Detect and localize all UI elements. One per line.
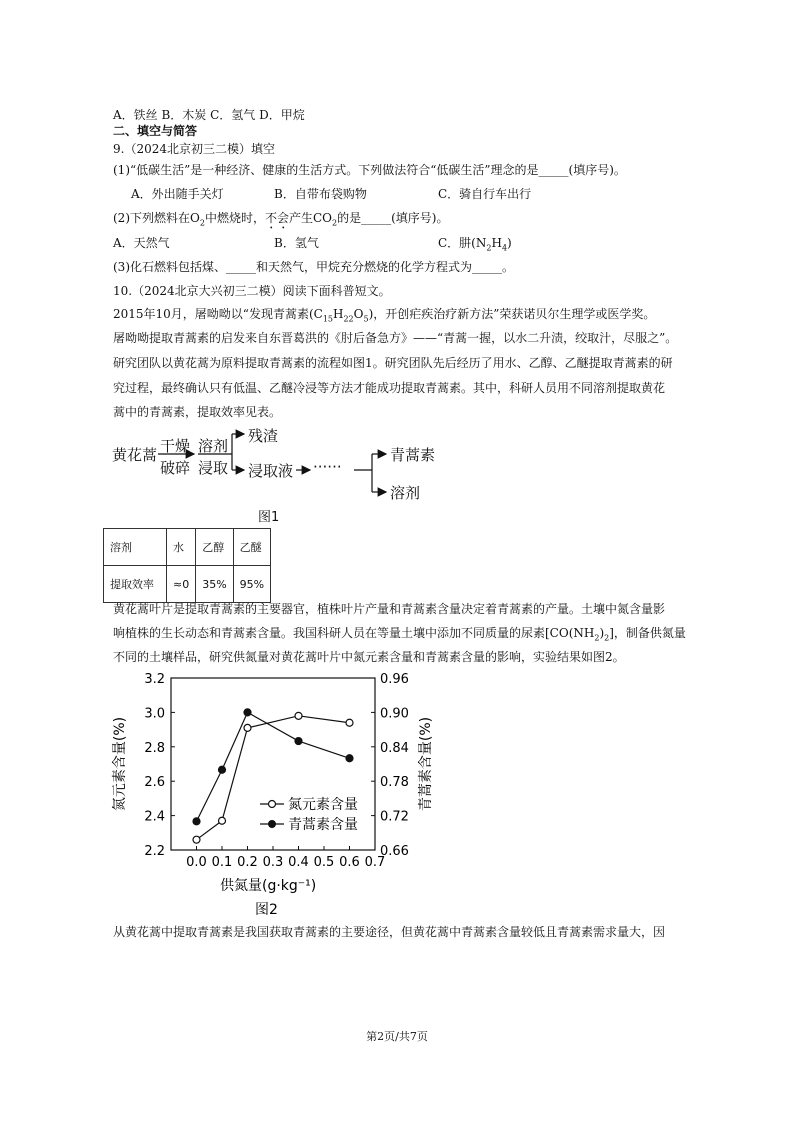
q10-paragraph-line1 (113, 306, 655, 327)
flow-diagram (110, 428, 450, 508)
flow-step2-top: 溶剂 (198, 437, 229, 455)
q9-title: 9.（2024北京初三二模）填空 (113, 142, 275, 156)
q9-part3: (3)化石燃料包括煤、_____和天然气，甲烷充分燃烧的化学方程式为_____。 (113, 260, 515, 274)
y-right-tick-label: 0.66 (380, 844, 409, 859)
x-tick-label: 0.7 (364, 855, 386, 870)
para2-line2 (113, 625, 686, 646)
y-left-tick-label: 2.4 (144, 809, 165, 825)
q10-l1-c: O (353, 307, 364, 321)
y-axis-label-left: 氮元素含量(%) (112, 716, 128, 812)
para2-l2-a: 响植株的生长动态和青蒿素含量。我国科研人员在等量土壤中添加不同质量的尿素[CO(NH (113, 626, 595, 640)
q9-p2-sub-a: 2 (199, 218, 205, 228)
data-point-nitrogen (219, 817, 226, 824)
figure2-chart (100, 668, 460, 923)
q9-p2-option-c-sub1: 2 (486, 243, 492, 253)
data-point-nitrogen (244, 724, 251, 731)
para2-l2-sub2: 2 (604, 633, 610, 643)
figure1-caption: 图1 (258, 510, 280, 525)
legend-marker-nitrogen (269, 801, 276, 808)
para2-l2-sub1: 2 (594, 633, 600, 643)
q9-p1-option-c: C．骑自行车出行 (438, 187, 532, 201)
q10-l1-d: )，开创疟疾治疗新方法”荣获诺贝尔生理学或医学奖。 (368, 307, 656, 321)
section-heading: 二、填空与简答 (113, 124, 198, 138)
last-paragraph-line: 从黄花蒿中提取青蒿素是我国获取青蒿素的主要途径，但黄花蒿中青蒿素含量较低且青蒿素需求量大，因 (113, 925, 666, 939)
table-cell: 水 (167, 529, 196, 566)
q9-part1: (1)“低碳生活”是一种经济、健康的生活方式。下列做法符合“低碳生活”理念的是_____(填序号)。 (113, 163, 626, 177)
flow-step1-top: 干燥 (160, 437, 191, 455)
table-cell: 提取效率 (104, 566, 167, 603)
q9-p1-option-a: A．外出随手关灯 (131, 187, 224, 201)
legend-label-nitrogen: 氮元素含量 (288, 797, 358, 813)
q9-p2-option-c-c: ) (507, 236, 512, 250)
q9-p2-option-c-b: H (491, 236, 502, 250)
table-row (104, 529, 271, 566)
y-right-tick-label: 0.84 (380, 740, 409, 756)
legend-label-artemisinin: 青蒿素含量 (288, 817, 358, 833)
q10-paragraph-line3: 研究团队以黄花蒿为原料提取青蒿素的流程如图1。研究团队先后经历了用水、乙醇、乙醚提取青蒿素的研 (113, 356, 673, 370)
previous-question-options: A．铁丝 B．木炭 C．氢气 D．甲烷 (113, 108, 305, 122)
y-axis-label-right: 青蒿素含量(%) (418, 716, 434, 812)
x-tick-label: 0.1 (211, 855, 233, 870)
para2-line3: 不同的土壤样品，研究供氮量对黄花蒿叶片中氮元素含量和青蒿素含量的影响，实验结果如图2。 (113, 650, 625, 664)
q10-l1-a: 2015年10月，屠呦呦以“发现青蒿素(C (113, 307, 323, 321)
extraction-table (103, 528, 271, 603)
q9-part2 (113, 210, 448, 232)
flow-extract-liquid: 浸取液 (248, 462, 294, 480)
q9-p1-option-b: B．自带布袋购物 (274, 187, 367, 201)
q9-p2-option-b: B．氢气 (274, 236, 319, 250)
para2-line1: 黄花蒿叶片是提取青蒿素的主要器官，植株叶片产量和青蒿素含量决定着青蒿素的产量。土壤中氮含量影 (113, 602, 666, 616)
flow-dots: ······ (313, 458, 342, 476)
table-cell: 乙醇 (196, 529, 233, 566)
q10-title: 10.（2024北京大兴初三二模）阅读下面科普短文。 (113, 284, 391, 298)
x-tick-label: 0.4 (288, 855, 309, 870)
x-tick-label: 0.5 (313, 855, 335, 870)
chart-legend (260, 797, 358, 833)
table-cell: ≈0 (167, 566, 196, 603)
table-cell: 95% (233, 566, 270, 603)
q9-p2-text-a: (2)下列燃料在O (113, 211, 200, 225)
data-point-nitrogen (346, 719, 353, 726)
y-left-tick-label: 3.2 (144, 672, 165, 687)
flow-step2-bottom: 浸取 (198, 459, 229, 477)
page-footer: 第2页/共7页 (366, 1030, 428, 1043)
flow-product: 青蒿素 (390, 446, 436, 464)
flow-solvent: 溶剂 (390, 484, 421, 502)
q10-l1-sub3: 5 (363, 314, 369, 324)
q9-p2-text-c: 产生CO (288, 211, 332, 225)
data-point-artemisinin (244, 709, 251, 716)
table-cell: 35% (196, 566, 233, 603)
y-left-tick-label: 2.6 (144, 775, 165, 791)
q9-p2-emphasis: 不会 (264, 211, 289, 225)
y-left-tick-label: 2.2 (144, 844, 165, 859)
q10-paragraph-line4: 究过程，最终确认只有低温、乙醚冷浸等方法才能成功提取青蒿素。其中，科研人员用不同溶剂提取黄花 (113, 381, 666, 395)
x-tick-label: 0.2 (237, 855, 258, 870)
x-tick-label: 0.3 (262, 855, 284, 870)
q10-paragraph-line5: 蒿中的青蒿素，提取效率见表。 (113, 405, 282, 419)
q9-p2-option-a: A．天然气 (113, 236, 170, 250)
q10-l1-b: H (333, 307, 344, 321)
flow-step1-bottom: 破碎 (160, 459, 191, 477)
data-point-nitrogen (295, 712, 302, 719)
table-cell: 乙醚 (233, 529, 270, 566)
y-right-tick-label: 0.90 (380, 706, 409, 722)
y-left-tick-label: 2.8 (144, 740, 165, 756)
table-row (104, 566, 271, 603)
q10-paragraph-line2: 屠呦呦提取青蒿素的启发来自东晋葛洪的《肘后备急方》——“青蒿一握，以水二升渍，绞取汁，尽服之”。 (113, 331, 678, 345)
table-cell: 溶剂 (104, 529, 167, 566)
flow-start: 黄花蒿 (112, 446, 158, 464)
q9-p2-text-d: 的是_____(填序号)。 (337, 211, 449, 225)
q9-p2-option-c-sub2: 4 (501, 243, 508, 253)
para2-l2-c: ]，制备供氮量 (609, 626, 686, 640)
q10-l1-sub2: 22 (343, 314, 354, 324)
y-right-tick-label: 0.96 (380, 672, 409, 687)
x-axis-label: 供氮量(g·kg⁻¹) (220, 878, 317, 894)
data-point-artemisinin (346, 755, 353, 762)
q9-p2-option-c (438, 235, 512, 256)
y-left-tick-label: 3.0 (144, 706, 165, 722)
q10-l1-sub1: 15 (322, 314, 333, 324)
y-right-tick-label: 0.78 (380, 775, 409, 791)
y-right-tick-label: 0.72 (380, 809, 409, 825)
data-point-artemisinin (219, 766, 226, 773)
legend-marker-artemisinin (269, 821, 276, 828)
q9-p2-option-c-a: C．肼(N (438, 236, 487, 250)
x-tick-label: 0.0 (186, 855, 207, 870)
q9-p2-sub-b: 2 (332, 218, 338, 228)
figure2-caption: 图2 (255, 902, 278, 918)
para2-l2-b: ) (599, 626, 605, 640)
data-point-artemisinin (193, 818, 200, 825)
q9-p2-text-b: 中燃烧时， (204, 211, 265, 225)
flow-residue: 残渣 (248, 427, 279, 445)
x-tick-label: 0.6 (339, 855, 360, 870)
data-point-artemisinin (295, 738, 302, 745)
data-point-nitrogen (193, 836, 200, 843)
